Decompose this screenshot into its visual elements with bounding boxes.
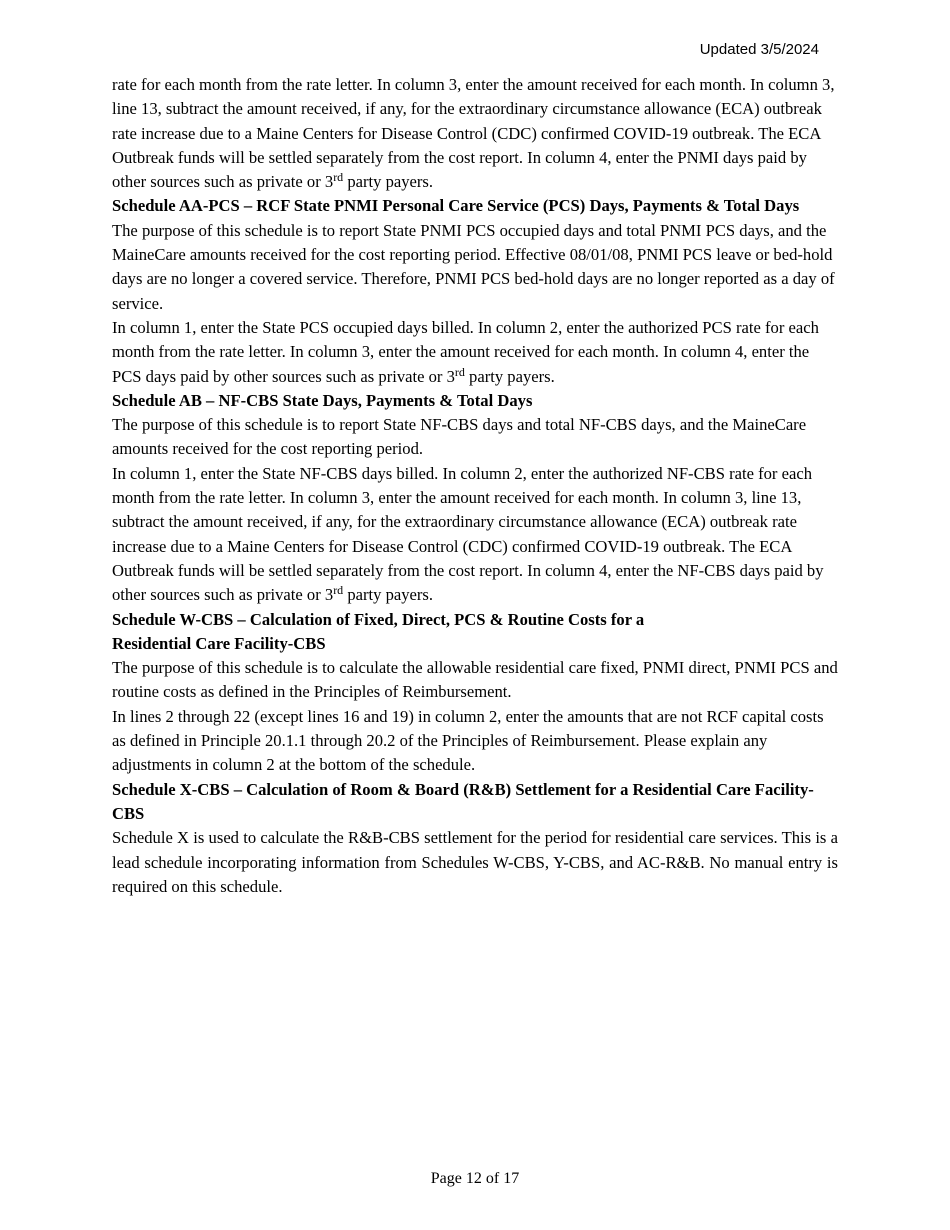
ab-instructions-text: In column 1, enter the State NF-CBS days billed. In column 2, enter the authorized NF-CBS rate for each month from the rate letter. In column 3, enter the amount received for each month. In column 3, line 13, subtract the amount received, if any, for the extraordinary circumstance allowance (ECA) outbreak rate increase due to a Maine Centers for Disease Control (CDC) confirmed COVID-19 outbreak. The ECA Outbreak funds will be settled separately from the cost report. In column 4, enter the NF-CBS days paid by other sources such as private or 3 [112, 463, 824, 605]
schedule-x-cbs-body: Schedule X is used to calculate the R&B-CBS settlement for the period for residential care services. This is a lead schedule incorporating information from Schedules W-CBS, Y-CBS, and AC-R&B. No manual entry is required on this schedule. [112, 828, 838, 896]
intro-superscript: rd [333, 170, 344, 185]
schedule-w-cbs-instructions: In lines 2 through 22 (except lines 16 and 19) in column 2, enter the amounts that are not RCF capital costs as defined in Principle 20.1.1 through 20.2 of the Principles of Reimbursement. Please explain any adjustments in column 2 at the bottom of the schedule. [112, 706, 824, 775]
schedule-w-cbs-purpose: The purpose of this schedule is to calculate the allowable residential care fixed, PNMI direct, PNMI PCS and routine costs as defined in the Principles of Reimbursement. [112, 658, 838, 702]
schedule-aa-pcs-purpose: The purpose of this schedule is to report State PNMI PCS occupied days and total PNMI PCS days, and the MaineCare amounts received for the cost reporting period. Effective 08/01/08, PNMI PCS leave or bed-hold days are no longer a covered service. Therefore, PNMI PCS bed-hold days are no longer reported as a day of service. [112, 220, 835, 313]
aa-pcs-instructions-tail: party payers. [464, 366, 555, 386]
ab-superscript: rd [333, 583, 344, 598]
schedule-x-cbs-heading: Schedule X-CBS – Calculation of Room & Board (R&B) Settlement for a Residential Care Facility- CBS [112, 779, 814, 823]
ab-instructions-tail: party payers. [343, 585, 434, 605]
intro-tail: party payers. [343, 172, 434, 192]
schedule-aa-pcs-heading: Schedule AA-PCS – RCF State PNMI Personal Care Service (PCS) Days, Payments & Total Days [112, 196, 800, 216]
schedule-w-cbs-heading [112, 608, 838, 657]
schedule-ab-heading: Schedule AB – NF-CBS State Days, Payments & Total Days [112, 390, 533, 410]
intro-text: rate for each month from the rate letter. In column 3, enter the amount received for each month. In column 3, line 13, subtract the amount received, if any, for the extraordinary circumstance allowance (ECA) outbreak rate increase due to a Maine Centers for Disease Control (CDC) confirmed COVID-19 outbreak. The ECA Outbreak funds will be settled separately from the cost report. In column 4, enter the PNMI days paid by other sources such as private or 3 [112, 75, 835, 192]
page-number: Page 12 of 17 [430, 1170, 520, 1187]
schedule-ab-instructions [112, 462, 838, 608]
page-content [112, 73, 838, 899]
updated-date: Updated 3/5/2024 [699, 41, 819, 58]
intro-paragraph [112, 73, 838, 194]
aa-pcs-superscript: rd [454, 364, 465, 379]
aa-pcs-instructions-text: In column 1, enter the State PCS occupied days billed. In column 2, enter the authorized PCS rate for each month from the rate letter. In column 3, enter the amount received for each month. In column 4, enter the PCS days paid by other sources such as private or 3 [112, 317, 819, 386]
w-cbs-heading-line1: Schedule W-CBS – Calculation of Fixed, Direct, PCS & Routine Costs for a [112, 609, 645, 629]
w-cbs-heading-line2: Residential Care Facility-CBS [112, 633, 326, 653]
schedule-aa-pcs-instructions [112, 316, 838, 389]
schedule-ab-purpose: The purpose of this schedule is to report State NF-CBS days and total NF-CBS days, and the MaineCare amounts received for the cost reporting period. [112, 415, 807, 459]
